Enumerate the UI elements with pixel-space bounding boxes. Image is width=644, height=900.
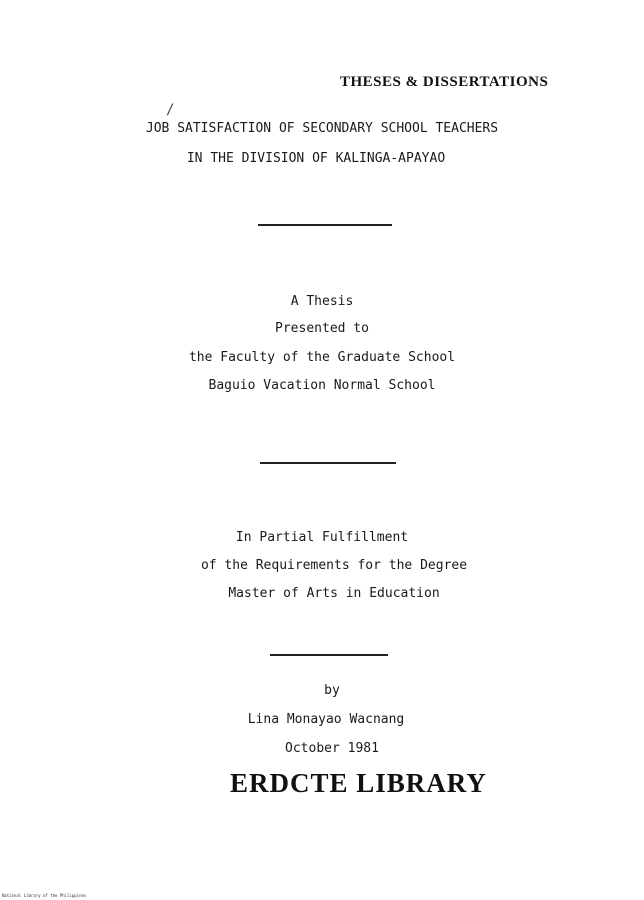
fulfillment-line-1: In Partial Fulfillment — [235, 530, 409, 545]
divider-2 — [260, 462, 396, 464]
faculty-line: the Faculty of the Graduate School — [188, 350, 456, 365]
thesis-label: A Thesis — [290, 294, 354, 309]
date: October 1981 — [285, 741, 379, 756]
divider-3 — [270, 654, 388, 656]
degree-name: Master of Arts in Education — [228, 586, 440, 601]
divider-1 — [258, 224, 392, 226]
school-name: Baguio Vacation Normal School — [208, 378, 436, 393]
title-line-2: IN THE DIVISION OF KALINGA-APAYAO — [186, 151, 446, 166]
author-name: Lina Monayao Wacnang — [247, 712, 405, 727]
footer-source: National Library of the Philippines — [2, 893, 87, 898]
by-label: by — [324, 683, 340, 698]
handwritten-mark: / — [166, 102, 175, 118]
title-line-1: JOB SATISFACTION OF SECONDARY SCHOOL TEACHERS — [145, 121, 499, 136]
theses-dissertations-stamp: THESES & DISSERTATIONS — [340, 74, 549, 90]
fulfillment-line-2: of the Requirements for the Degree — [200, 558, 468, 573]
presented-to: Presented to — [275, 321, 369, 336]
library-stamp: ERDCTE LIBRARY — [230, 768, 487, 798]
